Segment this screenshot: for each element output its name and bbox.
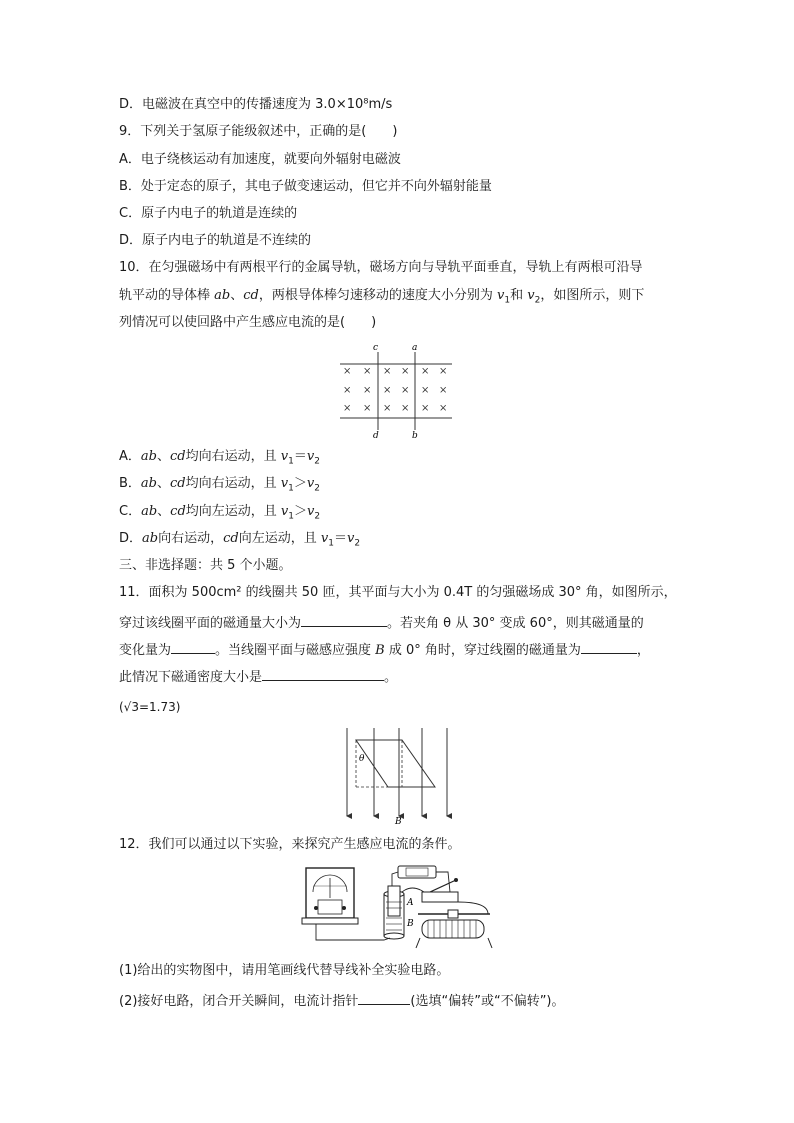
q12-part-2: (2)接好电路，闭合开关瞬间，电流计指针 (选填“偏转”或“不偏转”)。 bbox=[119, 990, 565, 1011]
field-cross-mark: × bbox=[343, 403, 352, 414]
q11-blank-1[interactable] bbox=[301, 612, 387, 627]
q9-option-b: B．处于定态的原子，其电子做变速运动，但它并不向外辐射能量 bbox=[119, 179, 492, 194]
q11-line3: 变化量为 。当线圈平面与磁感应强度 B 成 0° 角时，穿过线圈的磁通量为 ， bbox=[119, 639, 650, 660]
field-cross-mark: × bbox=[421, 385, 430, 396]
label-a: a bbox=[412, 343, 418, 353]
coil-b-label: B bbox=[407, 919, 414, 929]
field-cross-mark: × bbox=[401, 385, 410, 396]
field-cross-mark: × bbox=[383, 366, 392, 377]
q10-option-c: C．ab、cd均向左运动，且 $v_1>v_2$ bbox=[119, 504, 321, 522]
q12-experiment-figure bbox=[298, 862, 500, 954]
q12-blank[interactable] bbox=[358, 990, 410, 1005]
theta-label: θ bbox=[359, 754, 365, 764]
field-cross-mark: × bbox=[363, 403, 372, 414]
q11-blank-2[interactable] bbox=[171, 639, 215, 654]
field-cross-mark: × bbox=[421, 403, 430, 414]
q10-stem-line3: 列情况可以使回路中产生感应电流的是( ) bbox=[119, 315, 377, 330]
b-label: B bbox=[395, 817, 402, 827]
q10-option-b: B．ab、cd均向右运动，且 $v_1>v_2$ bbox=[119, 476, 320, 494]
q10-stem-line1: 10．在匀强磁场中有两根平行的金属导轨，磁场方向与导轨平面垂直，导轨上有两根可沿导 bbox=[119, 260, 643, 275]
field-cross-mark: × bbox=[421, 366, 430, 377]
q9-option-a: A．电子绕核运动有加速度，就要向外辐射电磁波 bbox=[119, 152, 401, 167]
section-3-heading: 三、非选择题：共 5 个小题。 bbox=[119, 558, 292, 573]
label-d: d bbox=[373, 431, 379, 441]
field-cross-mark: × bbox=[383, 385, 392, 396]
rheostat-icon bbox=[416, 910, 492, 948]
q8-option-d: D．电磁波在真空中的传播速度为 3.0×10⁸m/s bbox=[119, 97, 393, 112]
coil-icon bbox=[384, 886, 404, 939]
q12-stem: 12．我们可以通过以下实验，来探究产生感应电流的条件。 bbox=[119, 837, 461, 852]
field-cross-mark: × bbox=[439, 385, 448, 396]
q9-option-d: D．原子内电子的轨道是不连续的 bbox=[119, 233, 312, 248]
coil-a-label: A bbox=[407, 898, 414, 908]
q11-blank-4[interactable] bbox=[262, 666, 384, 681]
field-cross-mark: × bbox=[401, 403, 410, 414]
field-cross-mark: × bbox=[439, 366, 448, 377]
q11-line4: 此情况下磁通密度大小是 。 bbox=[119, 666, 397, 687]
label-b: b bbox=[412, 431, 418, 441]
q11-line1: 11．面积为 500cm² 的线圈共 50 匝，其平面与大小为 0.4T 的匀强磁场成 30° 角，如图所示， bbox=[119, 585, 677, 600]
q9-option-c: C．原子内电子的轨道是连续的 bbox=[119, 206, 298, 221]
field-cross-mark: × bbox=[363, 366, 372, 377]
q11-blank-3[interactable] bbox=[581, 639, 637, 654]
q11-sqrt-note: (√3=1.73) bbox=[119, 700, 181, 714]
q10-option-a: A．ab、cd均向右运动，且 $v_1=v_2$ bbox=[119, 449, 320, 467]
q12-part-1: (1)给出的实物图中，请用笔画线代替导线补全实验电路。 bbox=[119, 963, 450, 978]
field-cross-mark: × bbox=[439, 403, 448, 414]
q10-rails-figure bbox=[338, 338, 454, 442]
battery-icon bbox=[398, 866, 436, 878]
q11-coil-in-field-figure bbox=[338, 724, 456, 828]
field-cross-mark: × bbox=[343, 366, 352, 377]
q10-stem-line2: 轨平动的导体棒 ab、cd，两根导体棒匀速移动的速度大小分别为 $v_1$和 $v_2$，如图所示，则下 bbox=[119, 288, 645, 306]
switch-icon bbox=[422, 878, 458, 902]
q10-option-d: D．ab向右运动，cd向左运动，且 $v_1=v_2$ bbox=[119, 531, 361, 549]
q11-line2: 穿过该线圈平面的磁通量大小为 。若夹角 θ 从 30° 变成 60°，则其磁通量的 bbox=[119, 612, 644, 633]
field-cross-mark: × bbox=[363, 385, 372, 396]
galvanometer-icon bbox=[302, 868, 358, 924]
field-cross-mark: × bbox=[383, 403, 392, 414]
q9-stem: 9．下列关于氢原子能级叙述中，正确的是( ) bbox=[119, 124, 398, 139]
field-cross-mark: × bbox=[401, 366, 410, 377]
label-c: c bbox=[373, 343, 379, 353]
field-cross-mark: × bbox=[343, 385, 352, 396]
